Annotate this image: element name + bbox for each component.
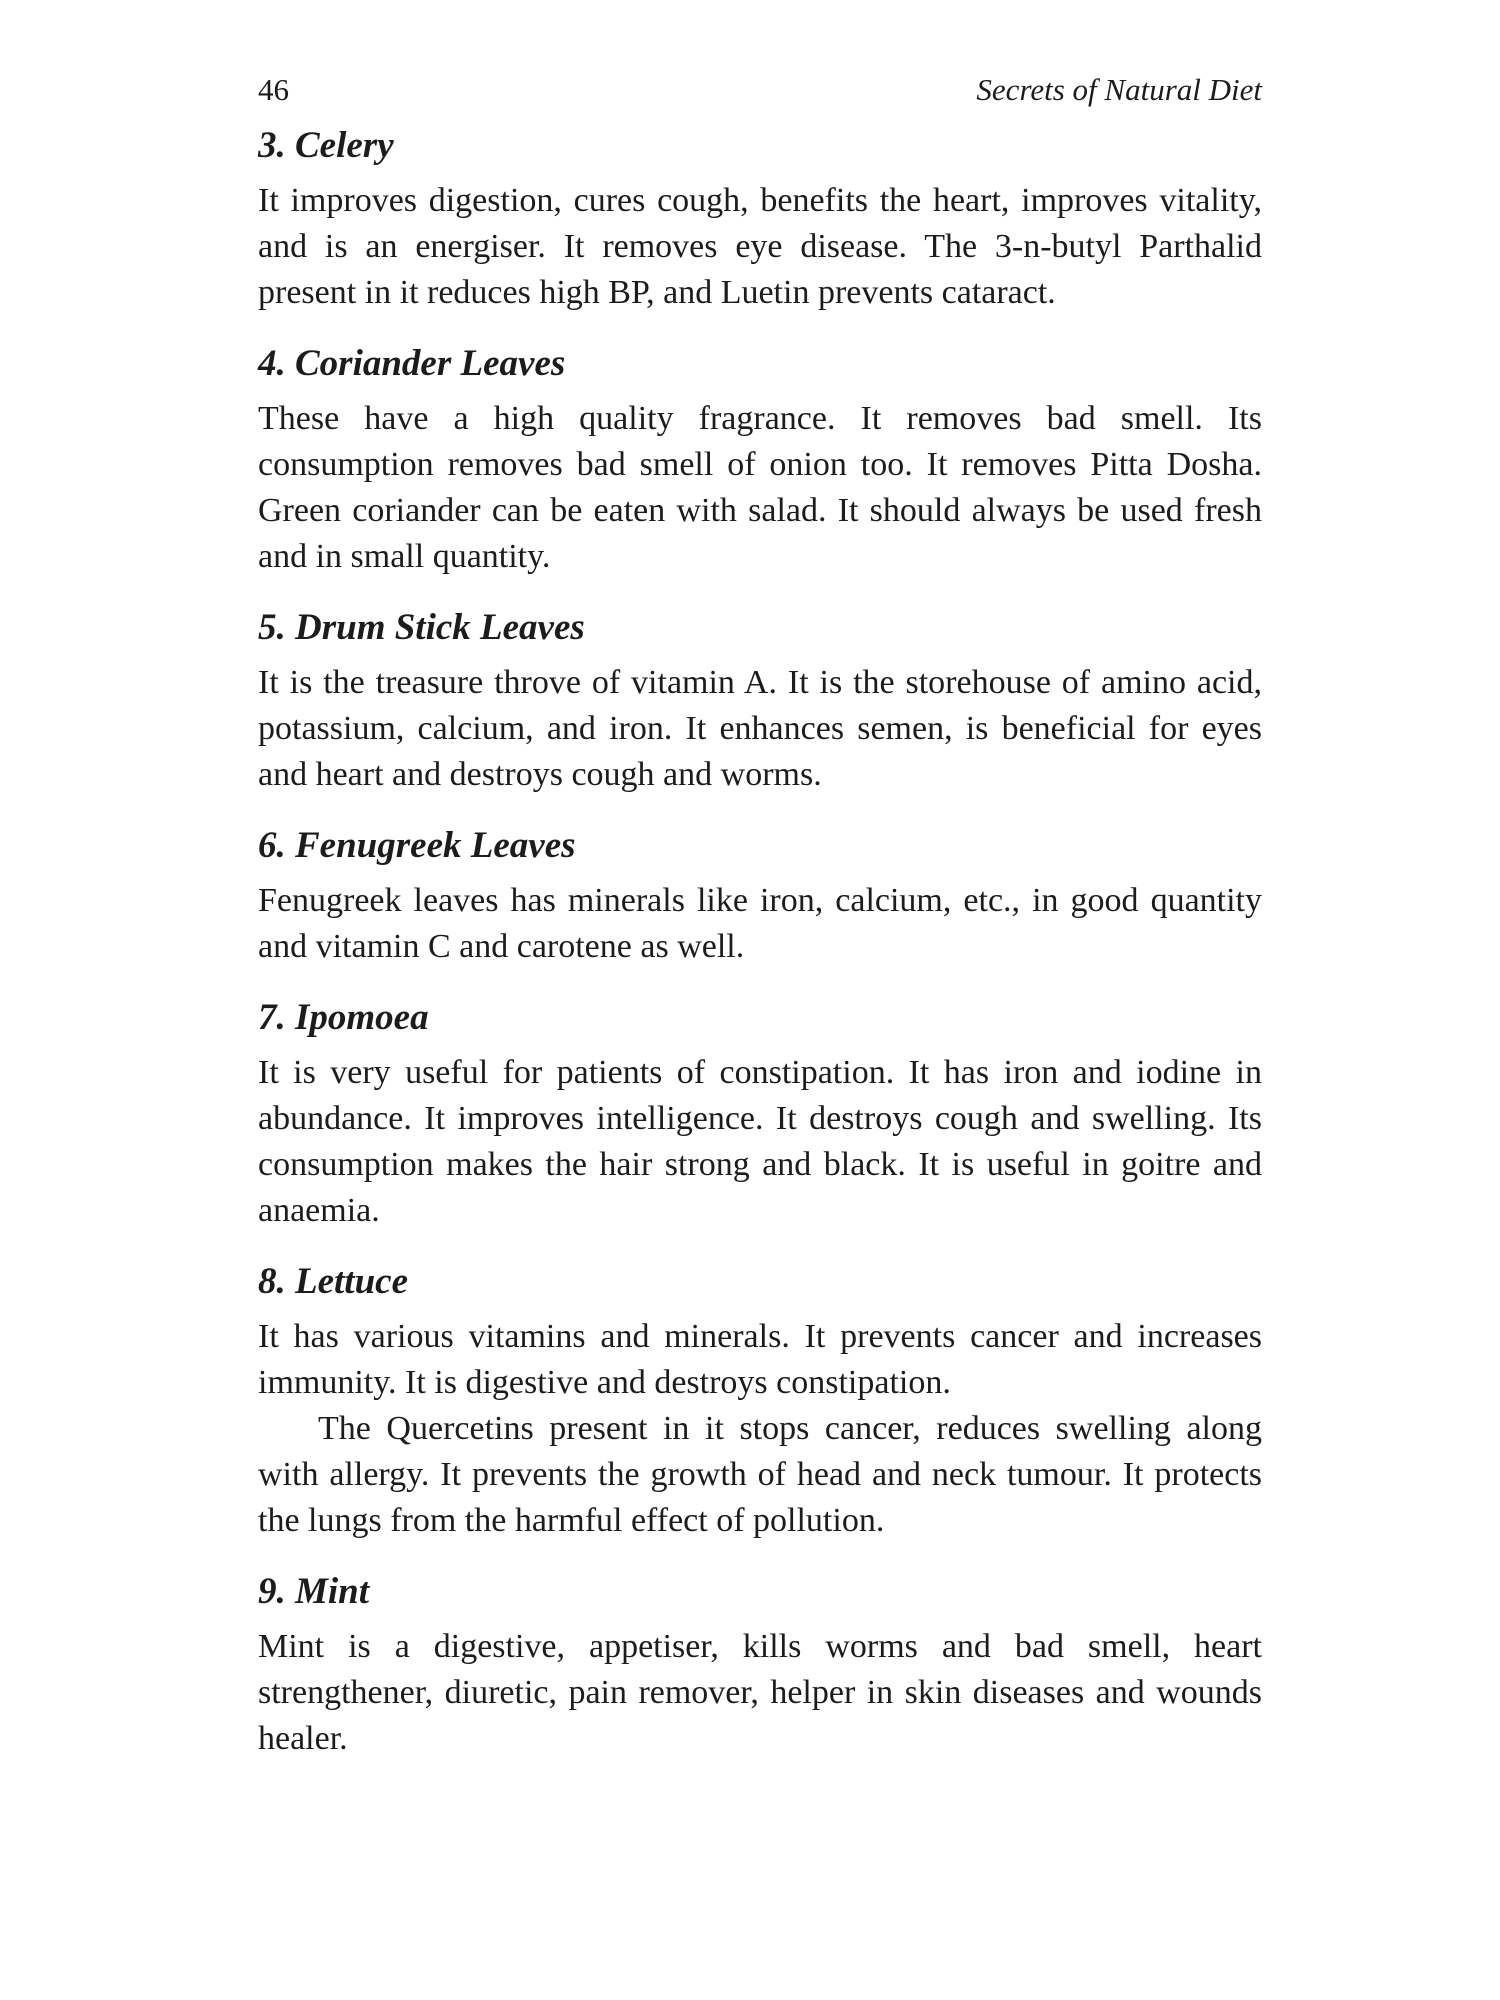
section-paragraph: It is very useful for patients of constipation. It has iron and iodine in abundance. It improves intelligence. It destroys cough and swelling. Its consumption makes the hair strong and black. It is useful in goitre and anaemia.	[258, 1054, 1262, 1229]
section-ipomoea	[258, 996, 1262, 1234]
section-paragraph: It has various vitamins and minerals. It prevents cancer and increases immunity. It is digestive and destroys constipation.	[258, 1318, 1262, 1401]
section-heading: 3. Celery	[258, 125, 394, 166]
section-celery	[258, 124, 1262, 316]
section-mint	[258, 1570, 1262, 1762]
section-fenugreek-leaves	[258, 824, 1262, 970]
book-page	[258, 70, 1262, 1788]
section-heading: 4. Coriander Leaves	[258, 343, 566, 384]
page-number: 46	[258, 72, 289, 107]
section-heading: 6. Fenugreek Leaves	[258, 825, 576, 866]
running-header	[258, 70, 1262, 110]
section-coriander-leaves	[258, 342, 1262, 580]
section-paragraph: These have a high quality fragrance. It removes bad smell. Its consumption removes bad smell of onion too. It removes Pitta Dosha. Green coriander can be eaten with salad. It should always be used fresh and in small quantity.	[258, 400, 1262, 575]
section-heading: 8. Lettuce	[258, 1261, 409, 1302]
section-heading: 5. Drum Stick Leaves	[258, 607, 585, 648]
section-paragraph: It is the treasure throve of vitamin A. It is the storehouse of amino acid, potassium, calcium, and iron. It enhances semen, is beneficial for eyes and heart and destroys cough and worms.	[258, 664, 1262, 793]
section-paragraph: The Quercetins present in it stops cancer, reduces swelling along with allergy. It prevents the growth of head and neck tumour. It protects the lungs from the harmful effect of pollution.	[258, 1410, 1262, 1539]
section-paragraph: It improves digestion, cures cough, benefits the heart, improves vitality, and is an energiser. It removes eye disease. The 3-n-butyl Parthalid present in it reduces high BP, and Luetin prevents cataract.	[258, 182, 1262, 311]
section-heading: 9. Mint	[258, 1571, 370, 1612]
section-paragraph: Fenugreek leaves has minerals like iron, calcium, etc., in good quantity and vitamin C and carotene as well.	[258, 882, 1262, 965]
section-heading: 7. Ipomoea	[258, 997, 429, 1038]
running-title: Secrets of Natural Diet	[976, 72, 1262, 107]
section-paragraph: Mint is a digestive, appetiser, kills worms and bad smell, heart strengthener, diuretic, pain remover, helper in skin diseases and wounds healer.	[258, 1628, 1262, 1757]
section-lettuce	[258, 1260, 1262, 1544]
section-drum-stick-leaves	[258, 606, 1262, 798]
